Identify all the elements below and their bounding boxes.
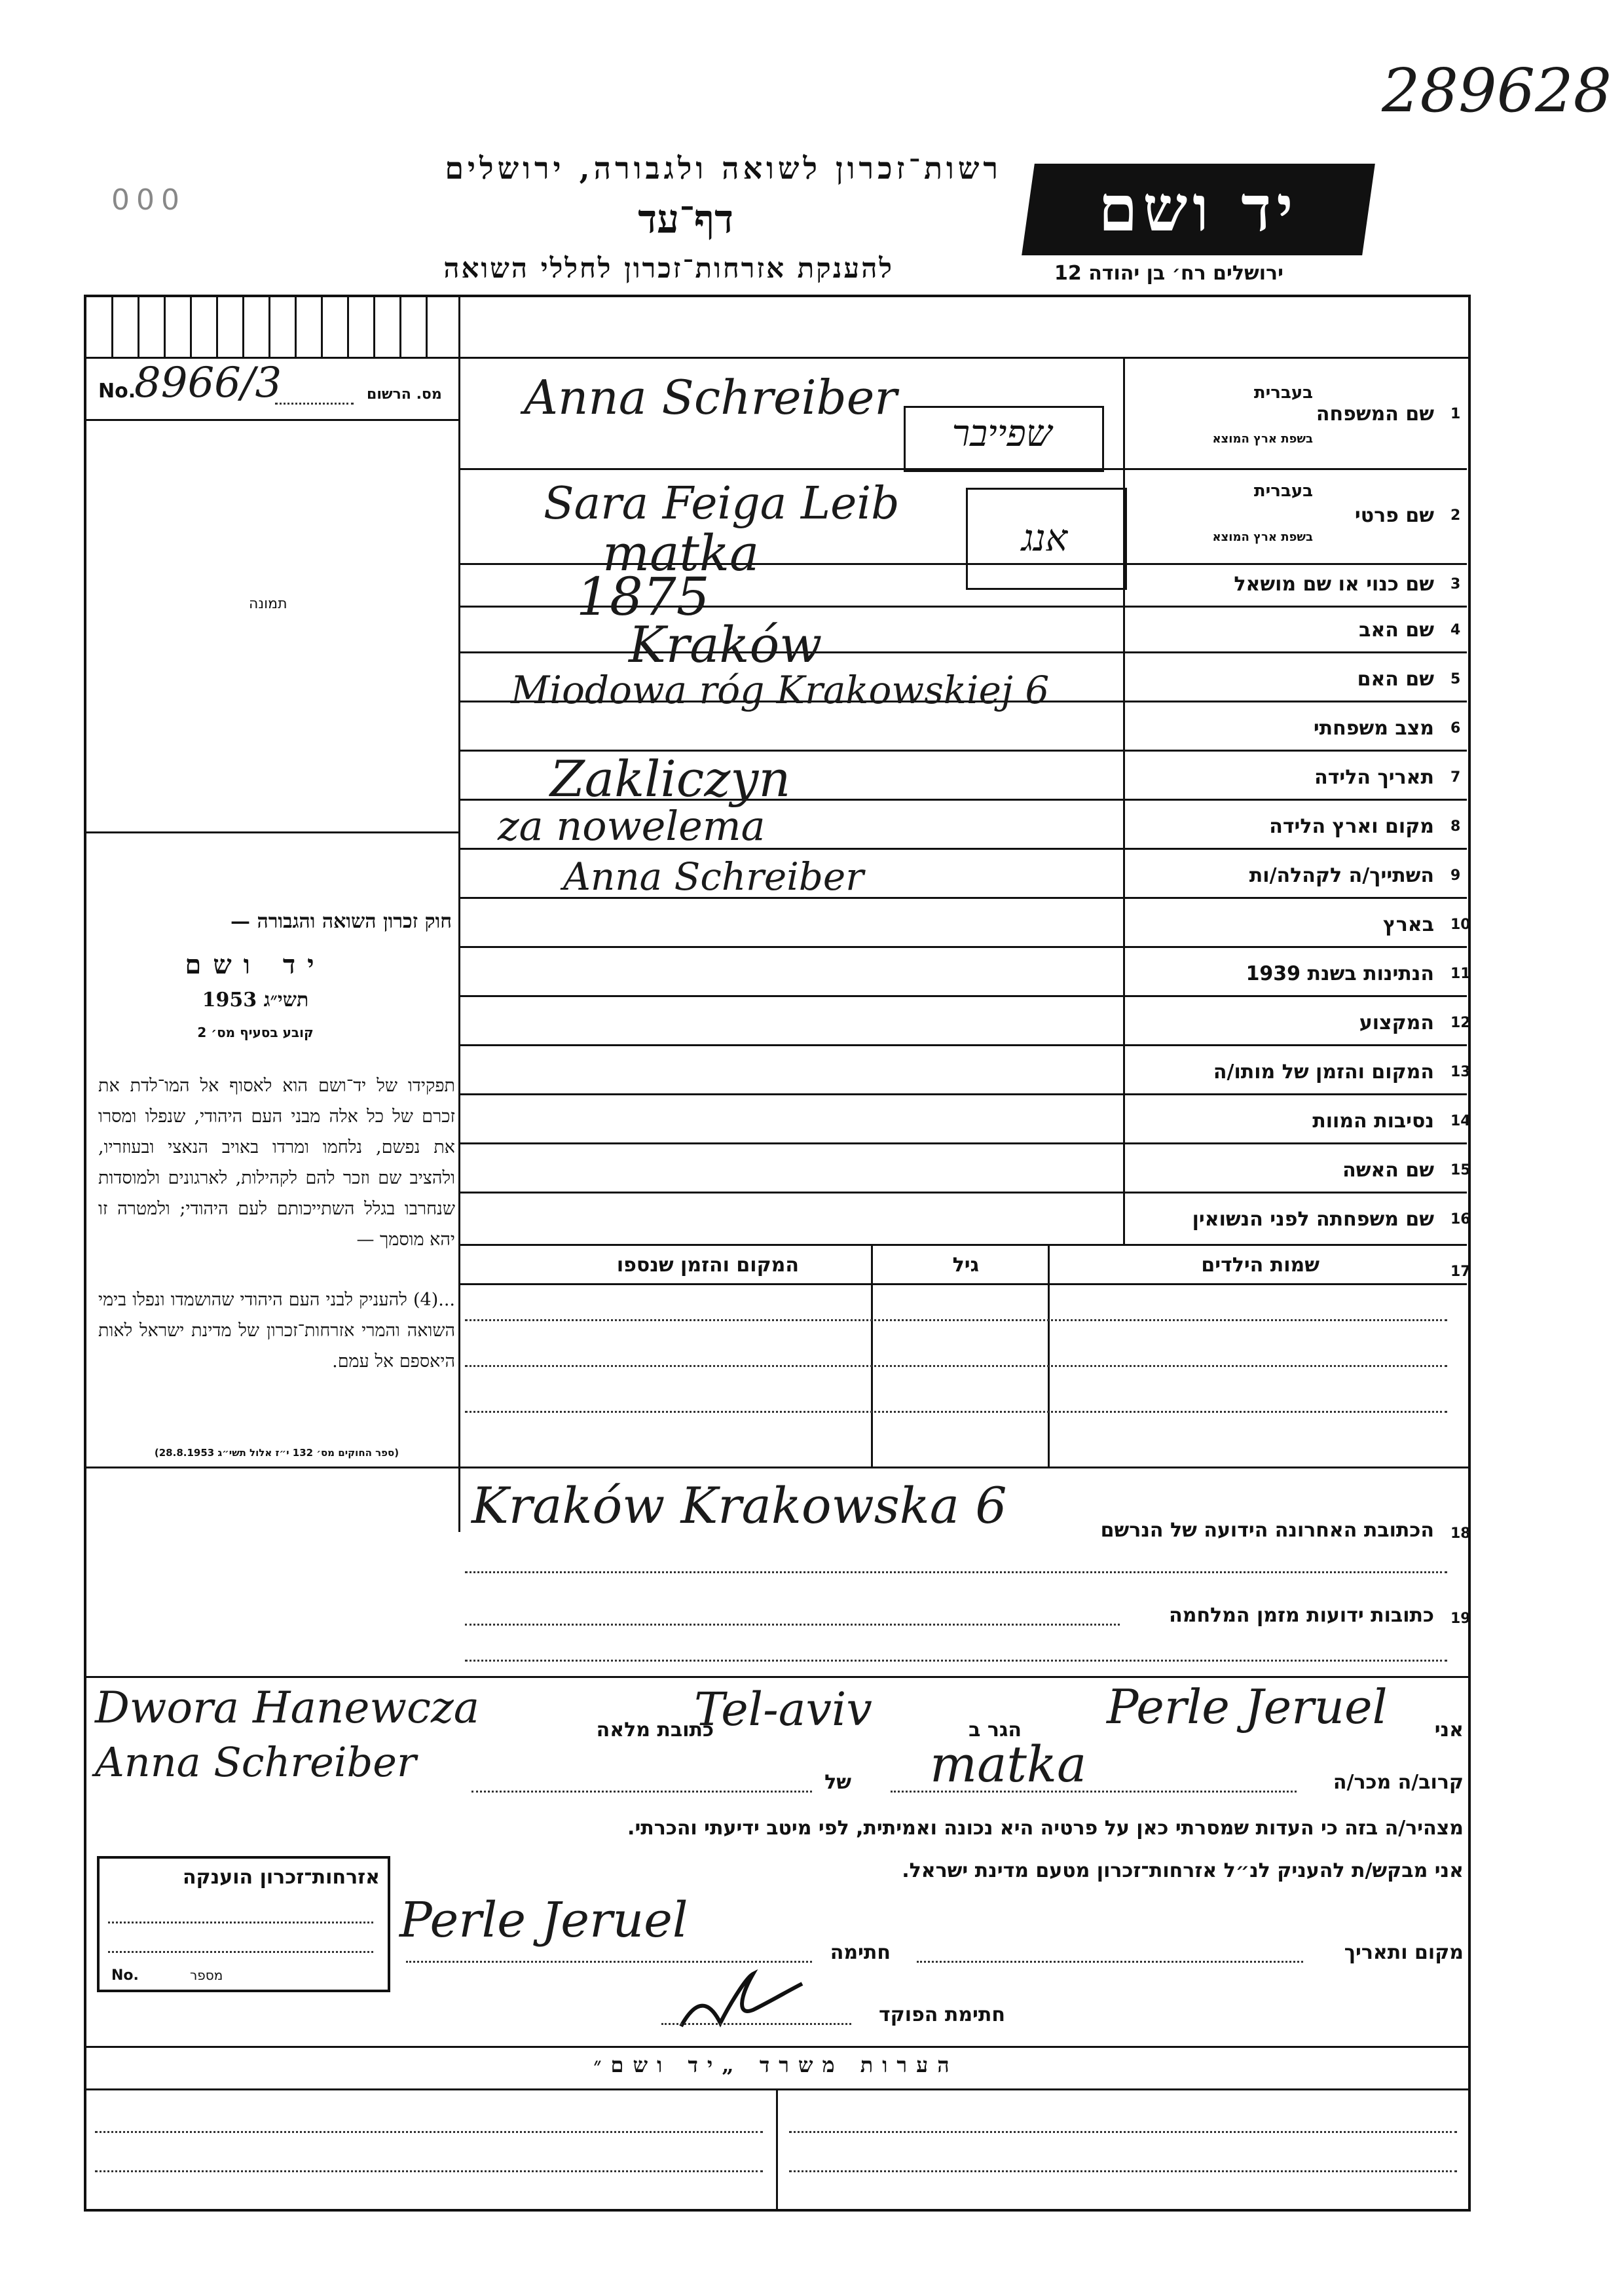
field-number: 15 (1450, 1162, 1471, 1178)
citizenship-number-label: מספר (190, 1967, 223, 1983)
field-sub-origin: בשפת ארץ המוצא (1212, 432, 1313, 446)
field-number: 10 (1450, 917, 1471, 933)
law-name: יד ושם (185, 949, 326, 980)
of-name-value: Anna Schreiber (95, 1738, 416, 1786)
field-number: 19 (1450, 1611, 1471, 1627)
field-number: 16 (1450, 1211, 1471, 1228)
value-first-name: Sara Feiga Leib (544, 478, 900, 530)
field-label-first-name: שם פרטי (1354, 504, 1434, 527)
value-birth-date: Zakliczyn (550, 750, 791, 808)
value-birth-place: za nowelema (498, 802, 766, 850)
value-nickname: matka (602, 524, 760, 582)
field-number: 4 (1450, 622, 1461, 638)
relation-value: matka (930, 1735, 1087, 1793)
law-paragraph-2: ...(4) להעניק לבני העם היהודי שהושמדו ונפלו בימי השואה והמרי אזרחות־זכרון של מדינת ישראל לאות היאספם אל עמם. (98, 1290, 455, 1372)
field-number: 8 (1450, 818, 1461, 835)
law-heading: חוק זכרון השואה והגבורה — (231, 910, 452, 933)
field-label-birth-date: תאריך הלידה (1314, 766, 1434, 789)
children-col-age: גיל (952, 1254, 979, 1277)
children-col-names: שמות הילדים (1201, 1254, 1320, 1277)
photo-label: תמונה (249, 596, 287, 612)
field-number: 18 (1450, 1525, 1471, 1542)
signature-value: Perle Jeruel (399, 1892, 688, 1948)
value-community: Anna Schreiber (563, 854, 864, 899)
office-address: ירושלים רח׳ בן יהודה 12 (1054, 262, 1283, 285)
officer-signature-mark (674, 1964, 805, 2036)
law-year: תשי״ג 1953 (202, 989, 309, 1011)
value-surname: Anna Schreiber (524, 370, 897, 425)
registration-label: מס. הרשום (367, 386, 442, 403)
field-sub-hebrew: בעברית (1253, 383, 1313, 403)
value-father: 1875 (576, 566, 710, 627)
field-number: 2 (1450, 507, 1461, 524)
full-address-value: Dwora Hanewcza (95, 1683, 480, 1733)
signature-label: חתימה (830, 1941, 891, 1964)
registration-no-label: No. (98, 380, 136, 403)
field-label-nationality-1939: הנתינות בשנת 1939 (1246, 962, 1434, 985)
value-mother: Kraków (629, 615, 822, 674)
citizenship-box-title: אזרחות־זכרון הוענקה (182, 1866, 380, 1889)
field-sub-origin: בשפת ארץ המוצא (1212, 530, 1313, 544)
logo-text: יד ושם (1098, 172, 1299, 246)
field-label-in-country: בארץ (1382, 913, 1434, 936)
law-paragraph-1: תפקידו של יד־ושם הוא לאסוף אל המו־לדת את זכרם של כל אלה מבני העם היהודי, שנפלו ומסרו את נפשם, נלחמו ומרדו באויב הנאצי ובעוזריו, ולהציב שם וזכר להם לקהילות, לארגונים ולמוסדות שנחרבו בגלל השתייכותם לעם היהודי; ולמטרה זו יהא מוסמך — (98, 1076, 455, 1250)
city-value: Tel-aviv (694, 1683, 872, 1736)
field-number: 12 (1450, 1015, 1471, 1031)
declaration-statement: מצהיר/ה בזה כי העדות שמסרתי כאן על פרטיה היא נכונה ואמיתית, לפי מיטב ידיעתי והכרתי. (627, 1817, 1464, 1840)
field-label-mother: שם האם (1357, 668, 1434, 691)
field-number: 13 (1450, 1064, 1471, 1080)
value-marital-status: Miodowa róg Krakowskiej 6 (511, 668, 1050, 712)
registration-no-value: 8966/3 (134, 359, 282, 407)
declaration-request: אני מבקש/ת להעניק לנ״ל אזרחות־זכרון מטעם מדינת ישראל. (902, 1859, 1464, 1882)
relative-label: קרוב/ה מכר/ה (1333, 1771, 1464, 1794)
field-number: 3 (1450, 576, 1461, 592)
field-label-wife-name: שם האשה (1342, 1159, 1434, 1182)
field-label-surname: שם המשפחה (1316, 403, 1434, 426)
field-number: 14 (1450, 1113, 1471, 1129)
law-clause: קובע בסעיף מס׳ 2 (197, 1025, 314, 1040)
field-label-last-address: הכתובת האחרונה הידועה של הנרשם (1100, 1519, 1434, 1542)
field-number: 11 (1450, 966, 1471, 982)
field-label-community: השתייך/ה לקהלה/ות (1249, 864, 1434, 887)
field-label-marital-status: מצב משפחתי (1313, 717, 1434, 740)
place-date-label: מקום ותאריך (1344, 1941, 1464, 1964)
field-label-maiden-name: שם משפחתה לפני הנשואין (1192, 1208, 1434, 1231)
organization-line: רשות־זכרון לשואה ולגבורה, ירושלים (445, 151, 1002, 186)
field-label-death-place-time: המקום והזמן של מותו/ה (1213, 1061, 1434, 1084)
citizenship-no-label: No. (111, 1967, 139, 1984)
page-title: דף־עד (638, 196, 733, 242)
full-address-label: כתובת מלאה (596, 1719, 714, 1741)
of-label: של (824, 1771, 851, 1794)
archive-stamp-number: 289628 (1382, 56, 1612, 126)
field-number: 5 (1450, 671, 1461, 687)
field-sub-hebrew: בעברית (1253, 481, 1313, 501)
field-label-death-circumstances: נסיבות המוות (1312, 1110, 1434, 1133)
field-number: 6 (1450, 720, 1461, 737)
children-col-place: המקום והזמן שנספו (616, 1254, 799, 1277)
field-number: 17 (1450, 1264, 1471, 1280)
resides-in-label: הגר ב (969, 1719, 1022, 1741)
office-notes-heading: הערות משרד „יד ושם״ (593, 2052, 959, 2077)
field-number: 7 (1450, 769, 1461, 786)
page-subtitle: להענקת אזרחות־זכרון לחללי השואה (443, 252, 894, 284)
field-label-father: שם האב (1359, 619, 1434, 642)
officer-signature-label: חתימת הפוקד (879, 2003, 1005, 2026)
declarant-name: Perle Jeruel (1107, 1679, 1388, 1734)
field-label-wartime-addresses: כתובות ידועות מזמן המלחמה (1169, 1604, 1434, 1627)
field-label-birth-place: מקום וארץ הלידה (1269, 815, 1434, 838)
law-source: (ספר החוקים מס׳ 132 י״ז אלול תשי״ג 28.8.1953) (154, 1447, 399, 1459)
value-first-name-hebrew: אנג (1021, 517, 1068, 560)
field-label-profession: המקצוע (1359, 1011, 1434, 1034)
value-surname-hebrew: שפייבר (951, 412, 1052, 455)
left-stamp: 000 (111, 183, 186, 217)
value-last-address: Kraków Krakowska 6 (471, 1476, 1007, 1535)
field-number: 9 (1450, 867, 1461, 884)
declaration-ani: אני (1434, 1719, 1464, 1741)
field-number: 1 (1450, 406, 1461, 422)
field-label-nickname: שם כנוי או שם מושאל (1234, 573, 1434, 596)
